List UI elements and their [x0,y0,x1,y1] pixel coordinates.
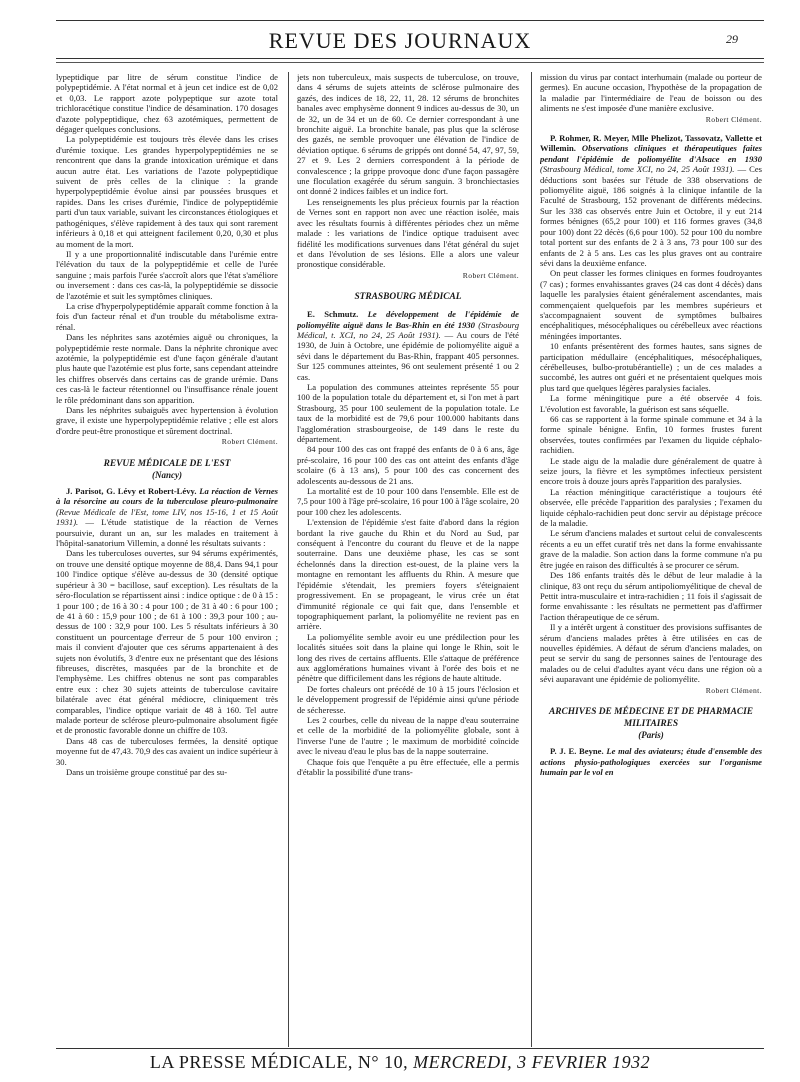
paragraph: Dans les tuberculoses ouvertes, sur 94 sérums expérimentés, on trouve une densité optique moyenne de 88,4. Dans 94,1 pour 100 l'indice optique s'élève au-dessus de 30 (densité optique supérieur à 30 = bacillose, sauf exception). Les résultats de la séro-floculation se répartissent ainsi : indice optique : de 0 à 15 : 1 pour 100 ; de 16 à 30 : 4 pour 100 ; de 31 à 40 : 6 pour 100 ; de 41 à 60 : 15,9 pour 100 ; de 61 à 100 : 39,3 pour 100 ; au-dessus de 100 : 32,9 pour 100. Les 5 résultats inférieurs à 30 constituent un pourcentage d'erreur de 5 pour 100 environ ; mais il convient d'ajouter que ces sérums appartenaient à des sujets non évolutifs, 3 d'entre eux ne présentant que des lésions fibreuses, discrètes, masquées par de la bronchite et de l'emphysème. Les chiffres obtenus ne sont pas comparables entre eux : chez 30 sujets atteints de tuberculose cavitaire bilatérale avec état général médiocre, cliniquement très comparables, l'indice optique variait de 48 à 160. Tel autre malade porteur de sclérose pleuro-pulmonaire absolument figée et de pronostic favorable donne un chiffre de 103. [56,548,278,736]
signature: Robert Clément. [705,685,762,695]
paragraph: La poliomyélite semble avoir eu une prédilection pour les localités situées soit dans la plaine qui longe le Rhin, soit le long des rives de certains affluents. Elle s'attaque de préférence aux agglomérations humaines vivant à l'orée des bois et ne pénètre que difficilement dans les régions de haute altitude. [297,631,519,684]
article-citation: (Strasbourg Médical, t. XCI, no 24, 25 Août 1931). [297,319,519,340]
paragraph: Dans les néphrites sans azotémies aiguë ou chroniques, la polypeptidémie reste normale. Dans la néphrite chronique avec azotémie, la polypeptidémie est d'une façon générale d'autant plus haute que l'azotémie est plus forte, sans cependant atteindre les chiffres observés dans certains cas de grande urémie. Dans ces cas-là le facteur rétentionnel ou l'insuffisance rénale jouent le rôle prédominant dans son apparition. [56,332,278,405]
article-title: Observations cliniques et thérapeutiques faites pendant l'épidémie de poliomyélite d'Alsace en 1930 [540,143,762,164]
paragraph: lypeptidique par litre de sérum constitue l'indice de polypeptidémie. A l'état normal et à jeun cet indice est de 0,02 et 0,03. Le rapport azote polypeptique sur azote total trichloracétique constitue l'indice de désamination. 170 dosages d'azote polypeptidique, chez 63 azotémiques, permettent de dégager quelques conclusions. [56,72,278,135]
paragraph: Des 186 enfants traités dès le début de leur maladie à la clinique, 83 ont reçu du sérum antipoliomyélitique de cheval de Pettit intra-musculaire et intra-rachidien ; 11 fois il s'agissait de forme envahissante : les résultats ne permettent pas d'affirmer l'action thérapeutique de ce sérum. [540,570,762,622]
footer-date: MERCREDI, 3 FEVRIER 1932 [413,1052,651,1072]
column-3 [540,72,762,1047]
article-title: Le mal des aviateurs; étude d'ensemble des actions physio-pathologiques exercées sur l'organisme humain par le vol en [540,746,762,778]
paragraph: Le stade aigu de la maladie dure généralement de quatre à seize jours, la fièvre et les symptômes infectieux persistent encore trois à douze jours après l'apparition des paralysies. [540,455,762,487]
paragraph: Les 2 courbes, celle du niveau de la nappe d'eau souterraine et celle de la morbidité de la poliomyélite globale, sont à l'inverse l'une de l'autre ; le maximum de morbidité coïncide avec le niveau d'eau le plus bas de la nappe souterraine. [297,714,519,757]
article-authors: P. Rohmer, R. Meyer, Mlle Phelizot, Tassovatz, Vallette et Willemin. [540,133,762,154]
paragraph: Il y a intérêt urgent à constituer des provisions suffisantes de sérum d'anciens malades prêtes à être utilisées en cas de nouvelles épidémies. A défaut de sérum d'anciens malades, on peut se servir du sang de personnes saines de l'entourage des malades ou de celui d'adultes ayant vécu dans une région où a sévi auparavant une épidémie de poliomyélite. [540,622,762,685]
signature: Robert Clément. [705,114,762,124]
paragraph: Les renseignements les plus précieux fournis par la réaction de Vernes sont en rapport non avec une réaction isolée, mais avec les résultats fournis à différentes périodes chez un même malade : les variations de l'indice optique traduisent avec fidélité les modifications survenues dans l'état général du sujet et dans l'évolution de ses lésions. Elle a alors une valeur pronostique considérable. [297,196,519,270]
article-entry [540,746,762,777]
paragraph: La réaction méningitique caractéristique a toujours été observée, elle précède l'apparition des paralysies ; l'examen du liquide céphalo-rachidien peut donc servir au dépistage précoce de la maladie. [540,486,762,529]
paragraph: 66 cas se rapportent à la forme spinale commune et 34 à la forme spinale bénigne. Enfin, 10 formes frustes furent observées, toutes confirmées par l'examen du liquide céphalo-rachidien. [540,414,762,456]
paragraph: Dans un troisième groupe constitué par des su- [66,767,228,777]
article-title: Le développement de l'épidémie de poliomyélite aiguë dans le Bas-Rhin en été 1930 [297,309,519,330]
paragraph: Chaque fois que l'enquête a pu être effectuée, elle a permis d'établir la possibilité d'une trans- [297,756,519,777]
paragraph: 10 enfants présentèrent des formes hautes, sans signes de participation médullaire (encéphalitiques, mésocéphaliques, cérébelleuses, bulbo-protubérantielle) ; un de ces malades a succombé, les autres ont guéri et ne présentaient quelques mois plus tard que quelques légères paralysies faciales. [540,341,762,393]
paragraph: La population des communes atteintes représente 55 pour 100 de la population totale du département et, si l'on met à part Strasbourg, 35 pour 100 seulement de la population totale. Le taux de la morbidité est de 79,6 pour 100.000 habitants dans l'agglomération strasbourgeoise, de 149 dans le reste du département. [297,381,519,444]
article-title: La réaction de Vernes à la résorcine au cours de la tuberculose pleuro-pulmonaire [56,486,278,507]
signature: Robert Clément. [462,270,519,280]
paragraph: La crise d'hyperpolypeptidémie apparaît comme fonction à la fois d'un facteur rénal et d'un trouble du métabolisme extra-rénal. [56,300,278,332]
article-authors: P. J. E. Beyne. [550,746,604,757]
article-entry [56,486,278,548]
article-entry [540,133,762,268]
section-subheading: (Paris) [638,729,664,740]
footer-journal: LA PRESSE MÉDICALE, N° 10, [149,1052,414,1072]
article-text: — Au cours de l'été 1930, de Juin à Octobre, une épidémie de poliomyélite aiguë a sévi dans le département du Bas-Rhin, frappant 405 personnes. Sur 125 communes atteintes, 96 ont seulement présenté 1 ou 2 cas. [297,329,519,382]
article-text: — Ces déductions sont basées sur l'étude de 338 observations de poliomyélite aiguë, 186 soignés à la clinique infantile de la Faculté de Strasbourg, 152 provenant de différents médecins. Sur les 338 cas observés entre Juin et Octobre, il y eut 214 formes bénignes (65,2 pour 100) et 116 formes graves (34,8 pour 100) dont 22 décès (6,6 pour 100). 52 pour 100 du nombre total portent sur des enfants de 2 à 3 ans, 73 pour 100 sur des enfants de 2 à 5 ans. Les cas les plus graves ont au contraire sévi dans la deuxième enfance. [540,164,762,268]
paragraph: La mortalité est de 10 pour 100 dans l'ensemble. Elle est de 7,5 pour 100 à l'âge pré-scolaire, 16 pour 100 à l'âge scolaire, 20 pour 100 chez les adolescents. [297,486,519,517]
footer [0,1052,800,1073]
section-subheading: (Nancy) [152,469,182,480]
header-top-rule [56,20,764,21]
paragraph: Dans 48 cas de tuberculoses fermées, la densité optique moyenne fut de 47,43. 70,9 des cas avaient un indice supérieur à 30. [56,735,278,767]
section-heading: STRASBOURG MÉDICAL [354,292,462,303]
column-1 [56,72,278,1047]
article-authors: J. Parisot, G. Lévy et Robert-Lévy. [66,486,197,497]
header-bottom-rule-2 [56,62,764,63]
article-text: — L'étude statistique de la réaction de Vernes poursuivie, durant un an, sur les malades en traitement à l'hôpital-sanatorium Villemin, a donné les résultats suivants : [56,517,278,549]
paragraph: L'extension de l'épidémie s'est faite d'abord dans la région bordant la rive gauche du Rhin et du Nord au Sud, par conséquent à l'encontre du courant du fleuve et de la nappe souterraine. Dans une deuxième phase, les cas se sont échelonnés dans la direction est-ouest, de la plaine vers la montagne en remontant les affluents du Rhin. A mesure que l'épidémie s'étendait, les premiers foyers s'éteignaient progressivement. En se propageant, le virus crée un état d'immunité régionale ce qui fait que, dans l'ensemble et topographiquement parlant, la poliomyélite ne revient pas en arrière. [297,517,519,632]
paragraph: De fortes chaleurs ont précédé de 10 à 15 jours l'éclosion et le développement progressif de l'épidémie ainsi qu'une période de sécheresse. [297,683,519,715]
article-columns [56,72,768,1047]
paragraph: Le sérum d'anciens malades et surtout celui de convalescents récents a eu un effet curatif très net dans la forme envahissante grave de la maladie. Son action dans la forme commune n'a pu être jugée en raison des difficultés à se procurer ce sérum. [540,528,762,570]
running-head: REVUE DES JOURNAUX [268,28,532,53]
section-heading: REVUE MÉDICALE DE L'EST [103,458,231,469]
paragraph: Dans les néphrites subaiguës avec hypertension à évolution grave, il existe une hyperpolypeptidémie relative ; elle est alors d'ordre peut-être pronostique et sûrement doctrinal. [56,405,278,436]
footer-rule [56,1048,764,1049]
paragraph: La polypeptidémie est toujours très élevée dans les crises d'urémie toxique. Les grandes hyperpolypeptidémies ne se rencontrent que dans la grande intoxication urémique et dans aucun autre état. Les variations de l'azote polypeptidique suivent de près celles de la clinique : la grande hyperpolypeptidémie évolue ainsi par poussées brusques et rapides. Dans les crises d'urémie, l'indice de polypeptidémie parti d'un taux variable, suivant les circonstances étiologiques et pathogéniques, s'élève rapidement à des taux qui sont rarement inférieurs à 0,18 et qui atteignent facilement 0,20, 0,30 et plus au moment de la mort. [56,134,278,249]
paragraph: jets non tuberculeux, mais suspects de tuberculose, on trouve, dans 4 sérums de sujets atteints de sclérose pulmonaire des gazés, des indices de 18, 22, 11, 28. 12 sérums de bronchites banales avec emphysème donnent 9 indices au-dessus de 30, un de 32, un de 34 et un de 60. Ce dernier correspondant à une bronchite aiguë. La bronchite banale, pas plus que la sclérose des gazés, ne semble provoquer une élévation de l'indice de déviation optique. 6 sérums de grippés ont donné 54, 47, 97, 59, 27 et 9. Les 2 derniers correspondent à la période de convalescence ; la grippe provoque donc d'une façon passagère une floculation exagérée du sérum sanguin. 3 bronchiectasies ont donné 2 indices faibles et un indice fort. [297,72,519,197]
article-authors: E. Schmutz. [307,309,359,320]
column-2 [297,72,519,1047]
paragraph: mission du virus par contact interhumain (malade ou porteur de germes). En aucune occasion, l'hypothèse de la propagation de la maladie par l'intermédiaire de l'eau de boisson ou des aliments ne s'est imposée d'une manière exclusive. [540,72,762,114]
signature: Robert Clément. [221,437,278,447]
article-entry [297,309,519,382]
paragraph: 84 pour 100 des cas ont frappé des enfants de 0 à 6 ans, âge pré-scolaire, 16 pour 100 des cas ont atteint des enfants d'âge scolaire (6 à 13 ans), 5 pour 100 des cas concernent des adolescents au-dessous de 21 ans. [297,444,519,486]
article-citation: (Strasbourg Médical, tome XCI, no 24, 25 Août 1931). [540,164,735,175]
paragraph: La forme méningitique pure a été observée 4 fois. L'évolution est favorable, la guérison est sans séquelle. [540,393,762,414]
paragraph: Il y a une proportionnalité indiscutable dans l'urémie entre l'élévation du taux de la polypeptidémie et celle de l'urée sanguine ; mais parfois l'urée s'accroît alors que l'état s'améliore ou inversement : dans ces cas-là, la polypeptidémie se dissocie de l'azotémie et suit les symptômes cliniques. [56,248,278,301]
header-bottom-rule [56,58,764,59]
article-citation: (Revue Médicale de l'Est, tome LIV, nos 15-16, 1 et 15 Août 1931). [56,506,278,528]
section-heading: ARCHIVES DE MÉDECINE ET DE PHARMACIE MILITAIRES [549,706,753,729]
page-number: 29 [726,32,738,46]
paragraph: On peut classer les formes cliniques en formes foudroyantes (7 cas) ; formes envahissantes graves (24 cas dont 4 décès) dans laquelle les paralysies étaient généralement ascendantes, mais commençaient quelquefois par les membres supérieurs et s'accompagnaient souvent de symptômes bulbaires encéphalitiques, mésocéphaliques ou cérébelleux avec réactions méningées importantes. [540,268,762,341]
